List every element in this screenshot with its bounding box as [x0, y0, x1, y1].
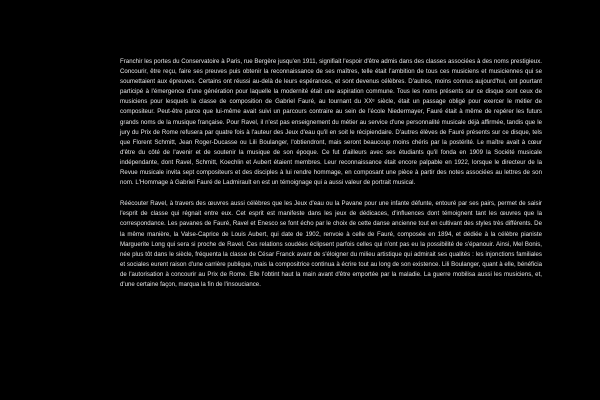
- paragraph-1: Franchir les portes du Conservatoire à Paris, rue Bergère jusqu'en 1911, signifiait l'espoir d'être admis dans des classes associées à des noms prestigieux. Concourir, être reçu, faire ses preuves puis obtenir la reconnaissance de ses maîtres, telle était l'ambition de tous ces musiciens et musiciennes qui se soumettaient aux épreuves. Certains ont réussi au-delà de leurs espérances, et sont devenus célèbres. D'autres, moins connus aujourd'hui, ont pourtant participé à l'émergence d'une génération pour laquelle la modernité était une aspiration commune. Tous les noms présents sur ce disque sont ceux de musiciens pour lesquels la classe de composition de Gabriel Fauré, au tournant du XXᵉ siècle, était un passage obligé pour exercer le métier de compositeur. Peut-être parce que lui-même avait suivi un parcours contraire au sein de l'école Niedermayer, Fauré était à même de repérer les futurs grands noms de la musique française. Pour Ravel, il n'est pas enseignement du métier au service d'une personnalité musicale déjà affirmée, tandis que le jury du Prix de Rome refusera par quatre fois à l'auteur des Jeux d'eau qu'il en soit le récipiendaire. D'autres élèves de Fauré présents sur ce disque, tels que Florent Schmitt, Jean Roger-Ducasse ou Lili Boulanger, l'obtiendront, mais seront beaucoup moins chéris par la postérité. Le maître avait à cœur d'être du côté de l'avenir et de soutenir la musique de son époque. Ce fut d'ailleurs avec ses étudiants qu'il fonda en 1909 la Société musicale indépendante, dont Ravel, Schmitt, Koechlin et Aubert étaient membres. Leur reconnaissance était encore palpable en 1922, lorsque le directeur de la Revue musicale invita sept compositeurs et des disciples à lui rendre hommage, en composant une pièce à partir des notes associées au lettres de son nom. L'Hommage à Gabriel Fauré de Ladmirault en est un témoignage qui a aussi valeur de portrait musical.: [120, 58, 542, 187]
- document-text-block: [120, 57, 542, 290]
- paragraph-2: Réécouter Ravel, à travers des œuvres aussi célèbres que les Jeux d'eau ou la Pavane pour une infante défunte, entouré par ses pairs, permet de saisir l'esprit de classe qui régnait entre eux. Cet esprit est manifeste dans les jeux de dédicaces, d'influences dont témoignent tant les œuvres que la correspondance. Les pavanes de Fauré, Ravel et Enesco se font écho par le choix de cette danse ancienne tout en cultivant des styles très différents. De la même manière, la Valse-Caprice de Louis Aubert, qui date de 1902, renvoie à celle de Fauré, composée en 1894, et dédiée à la célèbre pianiste Marguerite Long qui sera si proche de Ravel. Ces relations soudées éclipsent parfois celles qui n'ont pas eu la possibilité de s'épanouir. Ainsi, Mel Bonis, née plus tôt dans le siècle, fréquenta la classe de César Franck avant de s'éloigner du milieu artistique qui admirait ses qualités : les injonctions familiales et sociales eurent raison d'une carrière publique, mais la compositrice continua à écrire tout au long de son existence. Lili Boulanger, quant à elle, bénéficia de l'autorisation à concourir au Prix de Rome. Elle l'obtint haut la main avant d'être emportée par la maladie. La guerre mobilisa aussi les musiciens, et, d'une certaine façon, marqua la fin de l'insouciance.: [120, 200, 542, 288]
